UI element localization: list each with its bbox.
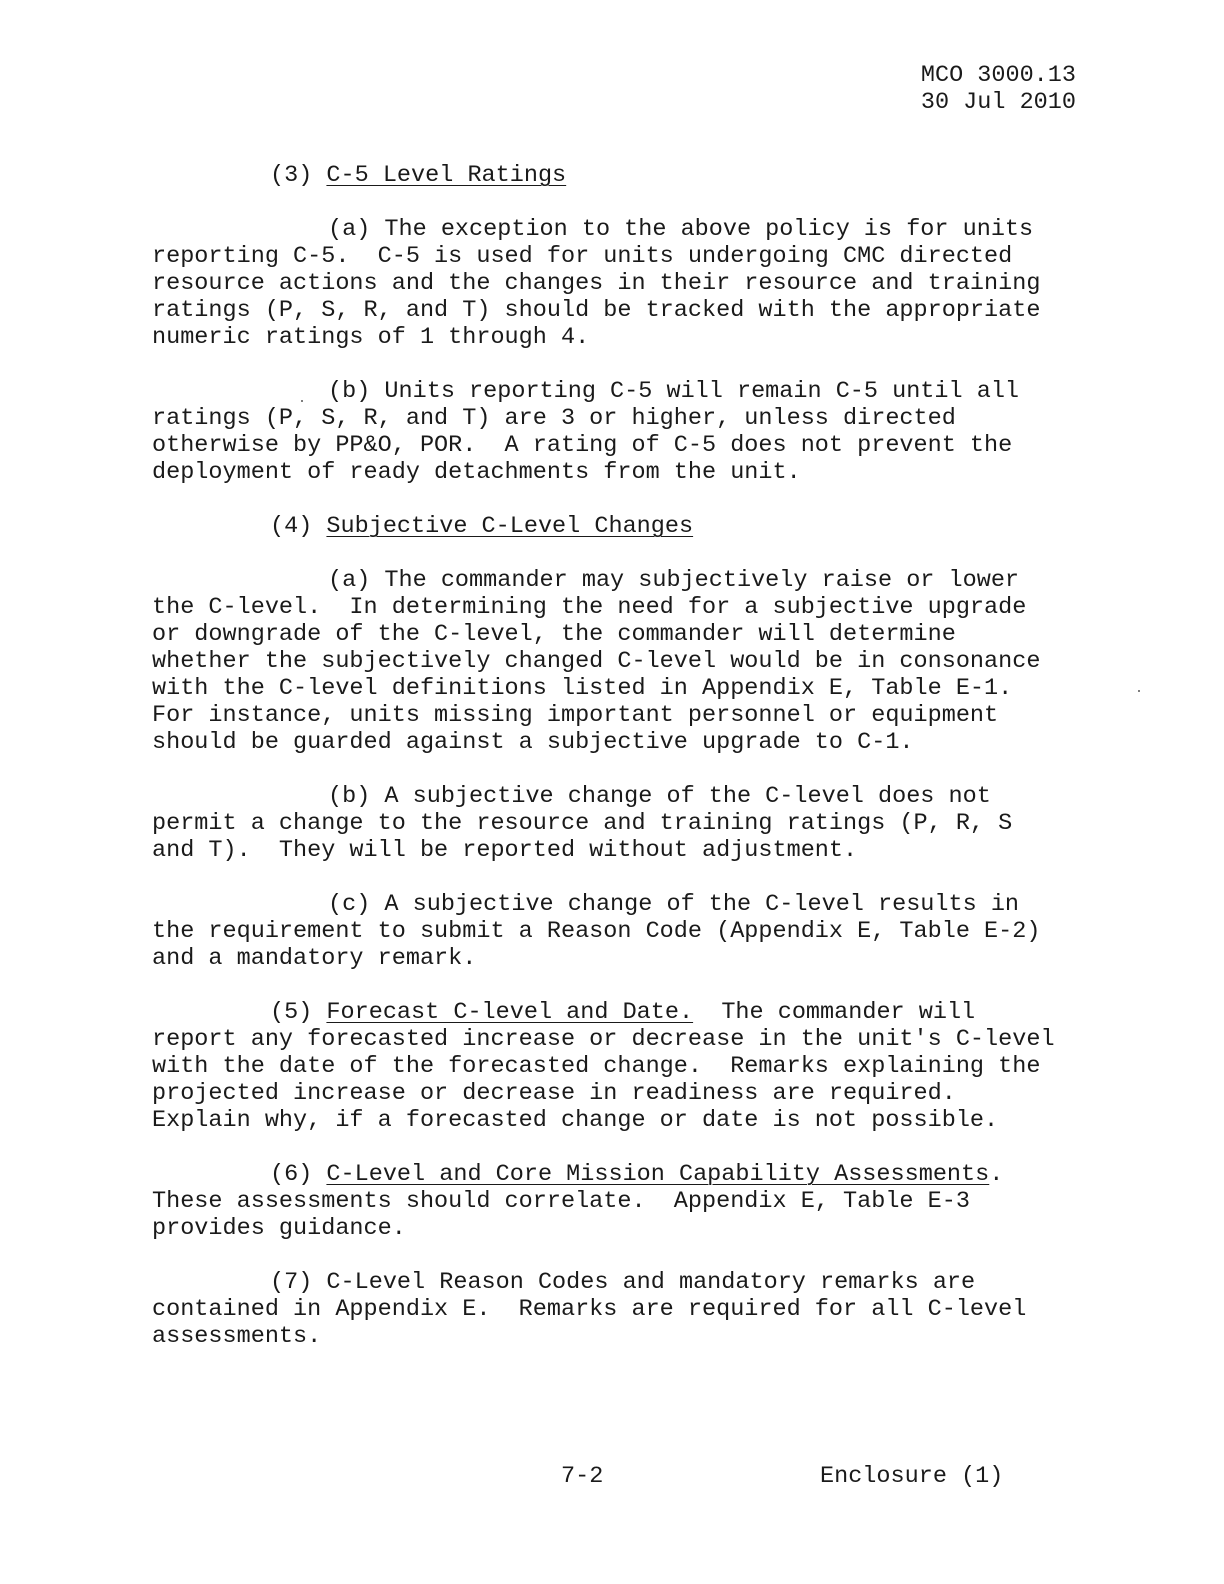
section-7-first-line: (7) C-Level Reason Codes and mandatory remarks are (270, 1269, 976, 1296)
paragraph-line: Explain why, if a forecasted change or date is not possible. (152, 1107, 999, 1134)
paragraph-line: provides guidance. (152, 1215, 406, 1242)
paragraph-line: otherwise by PP&O, POR. A rating of C-5 does not prevent the (152, 432, 1013, 459)
section-5-title: Forecast C-level and Date. (326, 999, 694, 1026)
section-4b-first-line: (b) A subjective change of the C-level does not (328, 783, 991, 810)
paragraph-line: with the C-level definitions listed in Appendix E, Table E-1. (152, 675, 1013, 702)
paragraph-line: and T). They will be reported without adjustment. (152, 837, 858, 864)
section-3-heading (270, 162, 566, 189)
paragraph-line: whether the subjectively changed C-level would be in consonance (152, 648, 1041, 675)
section-5-number: (5) (270, 999, 313, 1026)
paragraph-line: the C-level. In determining the need for a subjective upgrade (152, 594, 1027, 621)
paragraph-line: with the date of the forecasted change. Remarks explaining the (152, 1053, 1041, 1080)
section-4c-label: (c) (328, 891, 371, 918)
paragraph-line: and a mandatory remark. (152, 945, 477, 972)
section-4-title: Subjective C-Level Changes (326, 513, 694, 540)
enclosure-label: Enclosure (1) (820, 1463, 1004, 1490)
paragraph-line: ratings (P, S, R, and T) are 3 or higher, unless directed (152, 405, 956, 432)
order-date: 30 Jul 2010 (920, 89, 1076, 116)
section-3a-label: (a) (328, 216, 371, 243)
paragraph-line: resource actions and the changes in their resource and training (152, 270, 1041, 297)
paragraph-line: should be guarded against a subjective upgrade to C-1. (152, 729, 914, 756)
section-3-number: (3) (270, 162, 313, 189)
paragraph-line: reporting C-5. C-5 is used for units undergoing CMC directed (152, 243, 1013, 270)
section-3a-first-line: (a) The exception to the above policy is for units (328, 216, 1034, 243)
section-4a-label: (a) (328, 567, 371, 594)
paragraph-line: projected increase or decrease in readiness are required. (152, 1080, 956, 1107)
section-5-heading: (5) Forecast C-level and Date. The commander will (270, 999, 976, 1026)
paragraph-line: numeric ratings of 1 through 4. (152, 324, 590, 351)
section-7-number: (7) (270, 1269, 313, 1296)
paragraph-line: contained in Appendix E. Remarks are required for all C-level (152, 1296, 1027, 1323)
section-4-number: (4) (270, 513, 313, 540)
section-4a-first-line: (a) The commander may subjectively raise or lower (328, 567, 1020, 594)
paragraph-line: report any forecasted increase or decrease in the unit's C-level (152, 1026, 1055, 1053)
section-3b-label: (b) (328, 378, 371, 405)
section-4c-first-line: (c) A subjective change of the C-level results in (328, 891, 1020, 918)
scan-speck (301, 400, 303, 402)
section-6-number: (6) (270, 1161, 313, 1188)
section-3-title: C-5 Level Ratings (326, 162, 567, 189)
paragraph-line: the requirement to submit a Reason Code (Appendix E, Table E-2) (152, 918, 1041, 945)
paragraph-line: permit a change to the resource and training ratings (P, R, S (152, 810, 1013, 837)
section-6-heading: (6) C-Level and Core Mission Capability Assessments. (270, 1161, 1004, 1188)
section-4b-label: (b) (328, 783, 371, 810)
paragraph-line: assessments. (152, 1323, 322, 1350)
section-6-title: C-Level and Core Mission Capability Assessments (326, 1161, 990, 1188)
paragraph-line: or downgrade of the C-level, the commander will determine (152, 621, 956, 648)
paragraph-line: For instance, units missing important personnel or equipment (152, 702, 999, 729)
order-number: MCO 3000.13 (920, 62, 1076, 89)
paragraph-line: ratings (P, S, R, and T) should be tracked with the appropriate (152, 297, 1041, 324)
section-3b-first-line: (b) Units reporting C-5 will remain C-5 until all (328, 378, 1020, 405)
page-number: 7-2 (561, 1463, 604, 1490)
scan-speck (1138, 690, 1140, 692)
paragraph-line: These assessments should correlate. Appendix E, Table E-3 (152, 1188, 970, 1215)
paragraph-line: deployment of ready detachments from the unit. (152, 459, 801, 486)
section-4-heading (270, 513, 693, 540)
